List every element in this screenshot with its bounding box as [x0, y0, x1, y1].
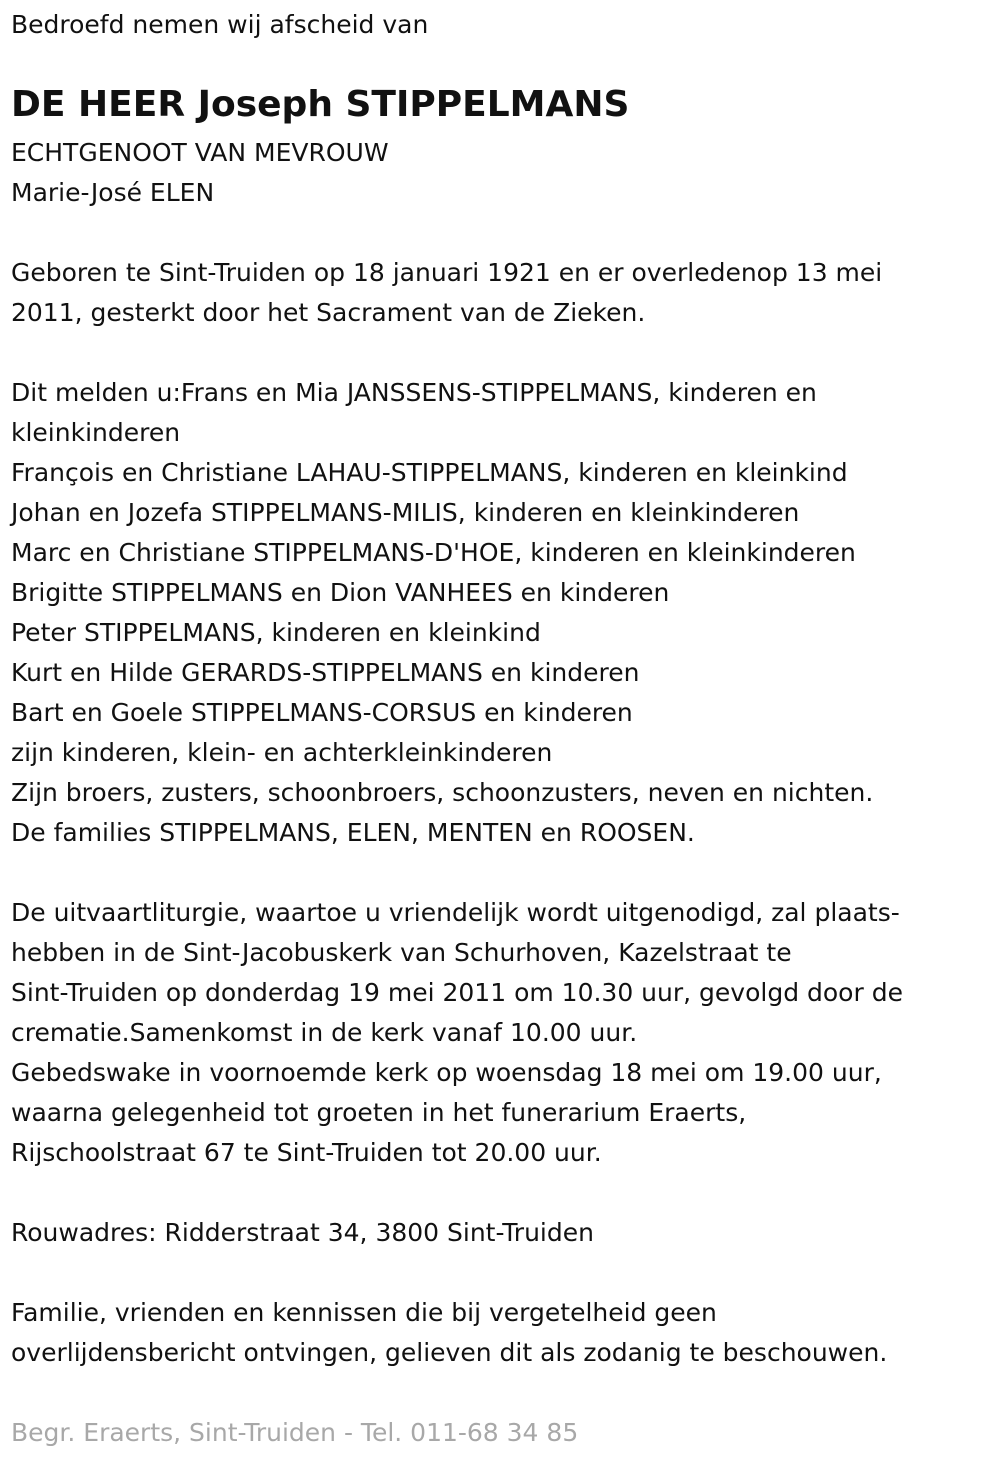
family-line: zijn kinderen, klein- en achterkleinkinderen — [11, 738, 553, 767]
family-line: Bart en Goele STIPPELMANS-CORSUS en kinderen — [11, 698, 633, 727]
service-line: Rijschoolstraat 67 te Sint-Truiden tot 20.00 uur. — [11, 1138, 602, 1167]
relation-text: ECHTGENOOT VAN MEVROUW — [11, 138, 389, 167]
family-line: De families STIPPELMANS, ELEN, MENTEN en ROOSEN. — [11, 818, 695, 847]
family-line: Johan en Jozefa STIPPELMANS-MILIS, kinderen en kleinkinderen — [11, 498, 800, 527]
deceased-name: DE HEER Joseph STIPPELMANS — [11, 84, 630, 125]
birth-death-paragraph — [11, 253, 882, 333]
service-line: Gebedswake in voornoemde kerk op woensdag 18 mei om 19.00 uur, — [11, 1058, 882, 1087]
family-line: François en Christiane LAHAU-STIPPELMANS, kinderen en kleinkind — [11, 458, 848, 487]
service-line: crematie.Samenkomst in de kerk vanaf 10.00 uur. — [11, 1018, 638, 1047]
funeral-home-footer: Begr. Eraerts, Sint-Truiden - Tel. 011-68 34 85 — [11, 1418, 579, 1447]
notice-line: overlijdensbericht ontvingen, gelieven dit als zodanig te beschouwen. — [11, 1338, 888, 1367]
paragraph-line: 2011, gesterkt door het Sacrament van de Zieken. — [11, 298, 646, 327]
address-block — [11, 1213, 594, 1253]
spouse-block — [11, 133, 389, 213]
notice-paragraph — [11, 1293, 887, 1373]
family-list — [11, 373, 873, 853]
family-line: Peter STIPPELMANS, kinderen en kleinkind — [11, 618, 541, 647]
family-line: Dit melden u:Frans en Mia JANSSENS-STIPPELMANS, kinderen en — [11, 378, 817, 407]
mourning-address: Rouwadres: Ridderstraat 34, 3800 Sint-Truiden — [11, 1218, 594, 1247]
family-line: Brigitte STIPPELMANS en Dion VANHEES en kinderen — [11, 578, 670, 607]
family-line: Kurt en Hilde GERARDS-STIPPELMANS en kinderen — [11, 658, 640, 687]
service-line: Sint-Truiden op donderdag 19 mei 2011 om 10.30 uur, gevolgd door de — [11, 978, 903, 1007]
spouse-name: Marie-José ELEN — [11, 178, 215, 207]
family-line: kleinkinderen — [11, 418, 181, 447]
notice-line: Familie, vrienden en kennissen die bij vergetelheid geen — [11, 1298, 717, 1327]
intro-text: Bedroefd nemen wij afscheid van — [11, 10, 429, 39]
service-paragraph — [11, 893, 903, 1173]
service-line: hebben in de Sint-Jacobuskerk van Schurhoven, Kazelstraat te — [11, 938, 792, 967]
family-line: Marc en Christiane STIPPELMANS-D'HOE, kinderen en kleinkinderen — [11, 538, 856, 567]
service-line: waarna gelegenheid tot groeten in het funerarium Eraerts, — [11, 1098, 747, 1127]
service-line: De uitvaartliturgie, waartoe u vriendelijk wordt uitgenodigd, zal plaats- — [11, 898, 900, 927]
paragraph-line: Geboren te Sint-Truiden op 18 januari 1921 en er overledenop 13 mei — [11, 258, 883, 287]
family-line: Zijn broers, zusters, schoonbroers, schoonzusters, neven en nichten. — [11, 778, 874, 807]
